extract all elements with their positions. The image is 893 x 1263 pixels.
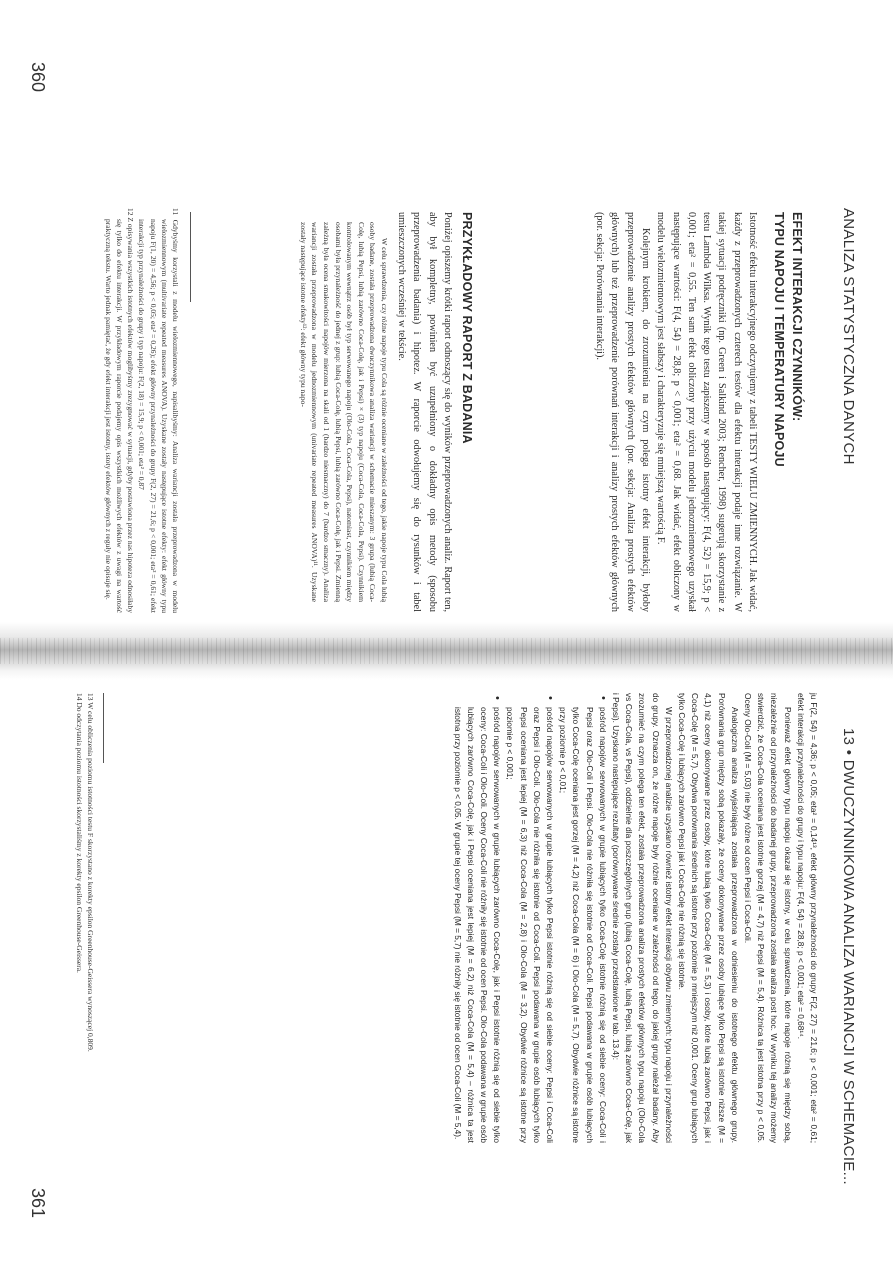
simple-effect-item-coca-cola: • pośród napojów serwowanych w grupie lubiących tylko Coca-Colę istotnie różnią się od siebie oceny: Coca-Coli i Pepsi oraz Olo-Coli i Pepsi. Olo-Cola nie różniła się istotnie od Coca-Coli. Pepsi podawana w grupie osób lubiących tylko Coca-Colę oceniana jest gorzej (M = 4,2) niż Coca-Cola (M = 6) i Olo-Cola (M = 5,7). Obydwie różnice są istotne przy poziomie p < 0,01;: [556, 707, 609, 1143]
simple-effect-item-pepsi: • pośród napojów serwowanych w grupie lubiących tylko Pepsi istotnie różnią się od siebie oceny: Pepsi i Coca-Coli oraz Pepsi i Olo-Coli. Olo-Cola nie różniła się istotnie od Coca-Coli. Pepsi podawana w grupie osób lubiących tylko Pepsi oceniana jest lepiej (M = 6,3) niż Coca-Cola (M = 2,8) i Olo-Cola (M = 3,2). Obydwie różnice są istotne przy poziomie p < 0,001;: [503, 707, 556, 1143]
right-running-head: 13 • DWUCZYNNIKOWA ANALIZA WARIANCJI W SCHEMACIE...: [840, 728, 857, 1185]
effect-heading-line-2: TYPU NAPOJU I TEMPERATURY NAPOJU: [772, 212, 786, 467]
report-example-text: [297, 222, 390, 602]
report-heading: PRZYKŁADOWY RAPORT Z BADANIA: [460, 212, 474, 444]
footnote-13: 13 W celu obliczenia poziomu istotności testu F skorzystano z korekty epsilon Greenhouse-Geissera wynoszącej 0,809.: [86, 693, 95, 1052]
effect-section-heading: [770, 212, 806, 542]
report-example-paragraph: W celu sprawdzenia, czy różne napoje typu Cola są różnie oceniane w zależności od tego, jakie napoje typu Cola lubią osoby badane, została przeprowadzona dwuczynnikowa analiza wariancji w schemacie mieszanym: 3 grupa (lubią Coca-Colę, lubią Pepsi, lubią zarówno Coca-Colę, jak i Pepsi) × (3) typ napoju (Coca-Cola, Coca-Cola, Pepsi). Czynnikiem kontrolowanym wewnątrz osób był typ serwowanego napoju (Olo-Cola, Coca-Cola, Pepsi), natomiast, czynnikiem między osobami była przynależność do jednej z grup: lubią Coca-Colę, lubią Pepsi, lubią zarówno Coca-Colę, jak i Pepsi. Zmienną zależną była ocena smakowitości napojów mierzona na skali od 1 (bardzo niesmaczny) do 7 (bardzo smaczny). Analiza wariancji została przeprowadzona w modelu jednozmiennowym (univariate repeated measures ANOVA)¹¹. Uzyskane zostały następujące istotne efekty¹²: efekt główny typu napo-: [298, 222, 389, 602]
left-footnote-rule: [190, 212, 191, 302]
right-footnote-rule: [103, 693, 104, 763]
main-effect-paragraph: Ponieważ efekt główny typu napoju okazał się istotny, w celu sprawdzenia, które napoje różnią się między sobą, niezależnie od przynależności do badanej grupy, przeprowadzona została analiza post hoc. W wyniku tej analizy możemy stwierdzić, że Coca-Cola oceniana jest istotnie gorzej (M = 4,7) niż Pepsi (M = 5,4). Różnica ta jest istotna przy p < 0,05. Oceny Olo-Coli (M = 5,03) nie były różne od ocen Pepsi i Coca-Coli.: [742, 693, 793, 1143]
left-footnotes: [103, 208, 181, 613]
book-spine-texture: [0, 638, 893, 664]
simple-effect-item-both: • pośród napojów serwowanych w grupie lubiących zarówno Coca-Colę, jak i Pepsi istotnie różnią się od siebie tylko oceny: Coca-Coli i Olo-Coli. Oceny Coca-Coli nie różniły się istotnie od ocen Pepsi. Olo-Cola podawana w grupie osób lubiących zarówno Coca-Colę, jak i Pepsi oceniana jest lepiej (M = 6,2) niż Coca-Cola (M = 5,4) – różnica ta jest istotna przy poziomie p < 0,05. W grupie tej oceny Pepsi (M = 5,7) nie różniły się istotnie od ocen Coca-Coli (M = 5,4).: [450, 707, 503, 1143]
footnote-14: 14 Do odczytania poziomu istotności skorzystaliśmy z korekty epsilon Greenhouse-Geissera.: [74, 693, 84, 973]
right-footnotes: [74, 693, 96, 1143]
right-page-number: 361: [28, 1188, 48, 1219]
interaction-paragraph: W przeprowadzonej analizie uzyskano również istotny efekt interakcji obydwu zmiennych: typu napoju i przynależności do grupy. Oznacza on, że różne napoje były różnie oceniane w zależności od tego, do jakiej grupy należał badany. Aby zrozumieć na czym polega ten efekt, została przeprowadzona analiza prostych efektów głównych typu napoju (Olo-Cola vs Coca-Cola, vs Pepsi), oddzielnie dla poszczególnych grup (lubią Coca-Colę, lubią Pepsi, lubią zarówno Coca-Colę, jak i Pepsi). Uzyskano następujące rezultaty (porównywane średnie zostały przedstawione w tab. 13.4):: [610, 693, 674, 1143]
report-intro-paragraph: Poniżej opiszemy krótki raport odnoszący się do wyników przeprowadzonych analiz. Raport ten, aby był kompletny, powinien być uzupełniony o dokładny opis metody (sposobu przeprowadzenia badania) i hipotez. W raporcie odwołujemy się do rysunków i tabel umieszczonych wcześniej w tekście.: [396, 212, 453, 612]
effect-body-text: [592, 212, 760, 612]
effect-heading-line-1: EFEKT INTERAKCJI CZYNNIKÓW:: [790, 212, 804, 422]
footnote-12: 12 Z opisywania wszystkich istotnych efektów moglibyśmy zrezygnować w sytuacji, gdyby postawiona przez nas hipoteza odnosiłaby się tylko do efektu interakcji. W przykładowym raporcie podajemy opis wszystkich możliwych efektów z uwagi na wartość praktyczną tekstu. Warto jednak pamiętać, że gdy efekt interakcji jest istotny, istoty efektów głównych z reguły nie opisuje się.: [103, 208, 136, 613]
report-intro: [394, 212, 455, 612]
group-effect-paragraph: Analogiczna analiza wyjaśniająca została przeprowadzona w odniesieniu do istotnego efektu głównego grupy. Porównania grup między sobą pokazały, że oceny dokonywane przez osoby lubiące tylko Pepsi są istotnie niższe (M = 4,1) niż oceny dokonywane przez osoby, które lubią tylko Coca-Colę (M = 5,3) i osoby, które lubią zarówno Pepsi, jak i Coca-Colę (M = 5,7). Obydwa porównania średnich są istotne przy poziomie p mniejszym niż 0,001. Oceny grup lubiących tylko Coca-Colę i lubiących zarówno Pepsi jak i Coca-Colę nie różnią się istotnie.: [676, 693, 740, 1143]
effect-paragraph-2: Kolejnym krokiem, do zrozumienia na czym polega istotny efekt interakcji, byłoby przeprowadzenie analizy prostych efektów głównych (por. sekcja: Analiza prostych efektów głównych) lub też przeprowadzenie porównań interakcji i analizy prostych efektów głównych (por. sekcja: Porównania interakcji).: [594, 212, 651, 612]
effect-paragraph-1: Istotność efektu interakcyjnego odczytujemy z tabeli TESTY WIELU ZMIENNYCH. Jak widać, każdy z przeprowadzonych czterech testów dla efektu interakcji podaje inne rozwiązanie. W takiej sytuacji podręczniki (np. Green i Salkind 2003; Rencher, 1998) sugerują skorzystanie z testu Lambda Wilksa. Wynik tego testu zapiszemy w sposób następujący: F(4, 52) = 15,9; p < 0,001; eta² = 0,55. Ten sam efekt obliczony przy użyciu modelu jednozmiennowego uzyskał następujące wartości: F(4, 54) = 28,8; p < 0,001; eta² = 0,68. Jak widać, efekt obliczony w modelu wielozmiennowym jest słabszy i charakteryzuje się mniejszą wartością F.: [655, 212, 758, 612]
right-page-body: [450, 693, 820, 1143]
left-page-number: 360: [28, 62, 48, 93]
stats-line: ju F(2, 54) = 4,36; p < 0,05; eta² = 0,14¹³, efekt główny przynależności do grupy F(2, 27) = 21,6; p < 0,001; eta² = 0,61; efekt interakcji przynależności do grupy i typu napoju: F(4, 54) = 28,8; p < 0,001; eta² = 0,68¹⁴.: [795, 693, 819, 1143]
left-running-head: ANALIZA STATYSTYCZNA DANYCH: [840, 208, 857, 465]
footnote-11: 11 Gdybyśmy korzystali z modelu wielozmiennowego, napisalibyśmy: Analiza wariancji została przeprowadzona w modelu wielozmiennowym (multivariate repeated measures ANOVA). Uzyskane zostały następujące istotne efekty: efekt główny typu napoju F(1, 20) = 4,56; p < 0,05; eta² = 0,26); efekt główny przynależności do grupy F(2, 27) = 21,6; p < 0,001; eta² = 0,61; efekt interakcji typ przynależności do grupy i typ napoju: F(2, 18) = 15,9; p < 0,001; eta² = 0,87: [137, 208, 180, 613]
simple-effects-list: [450, 693, 608, 1143]
